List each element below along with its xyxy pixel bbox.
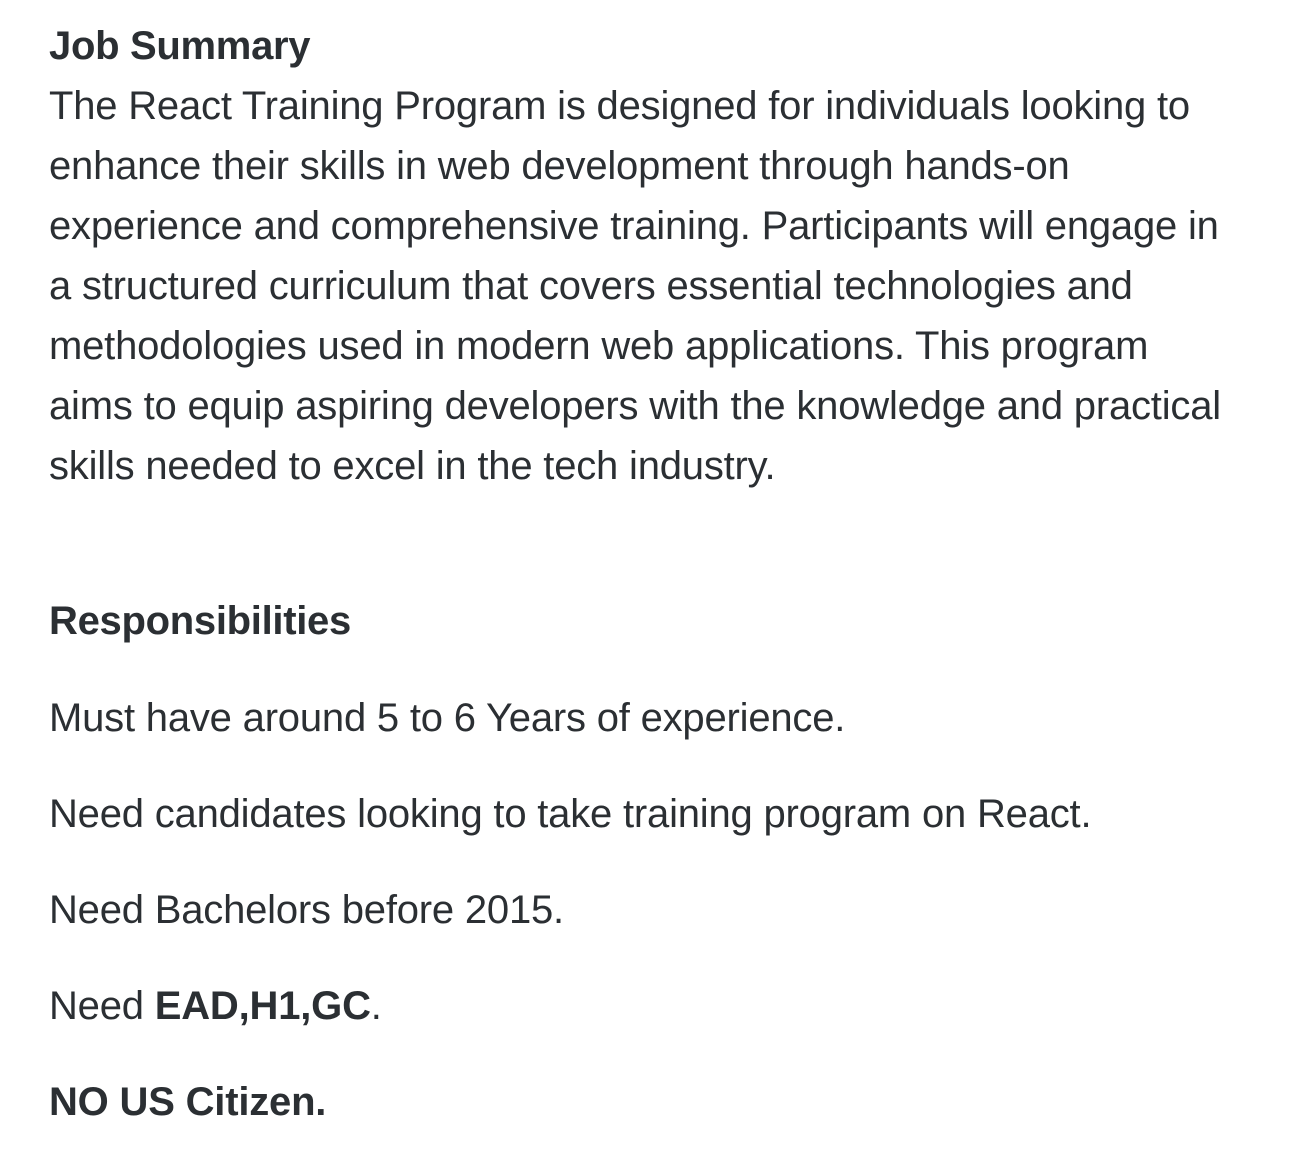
responsibilities-heading: Responsibilities: [49, 599, 351, 643]
visa-requirement: [49, 982, 382, 1030]
citizenship-note: NO US Citizen.: [49, 1080, 327, 1124]
responsibility-item: Need candidates looking to take training program on React.: [49, 792, 1092, 836]
job-summary-text: The React Training Program is designed for individuals looking to enhance their skills in web development through hands-on experience and comprehensive training. Participants will engage in a structured curriculum that covers essential technologies and methodologies used in modern web applications. This program aims to equip aspiring developers with the knowledge and practical skills needed to excel in the tech industry.: [49, 84, 1221, 488]
visa-requirement-suffix: .: [370, 984, 382, 1028]
visa-requirement-prefix: Need: [49, 984, 155, 1028]
responsibility-item: Need Bachelors before 2015.: [49, 888, 564, 932]
job-summary-heading: Job Summary: [49, 24, 311, 68]
responsibility-item: Must have around 5 to 6 Years of experience.: [49, 696, 846, 740]
visa-types: EAD,H1,GC: [154, 984, 371, 1028]
